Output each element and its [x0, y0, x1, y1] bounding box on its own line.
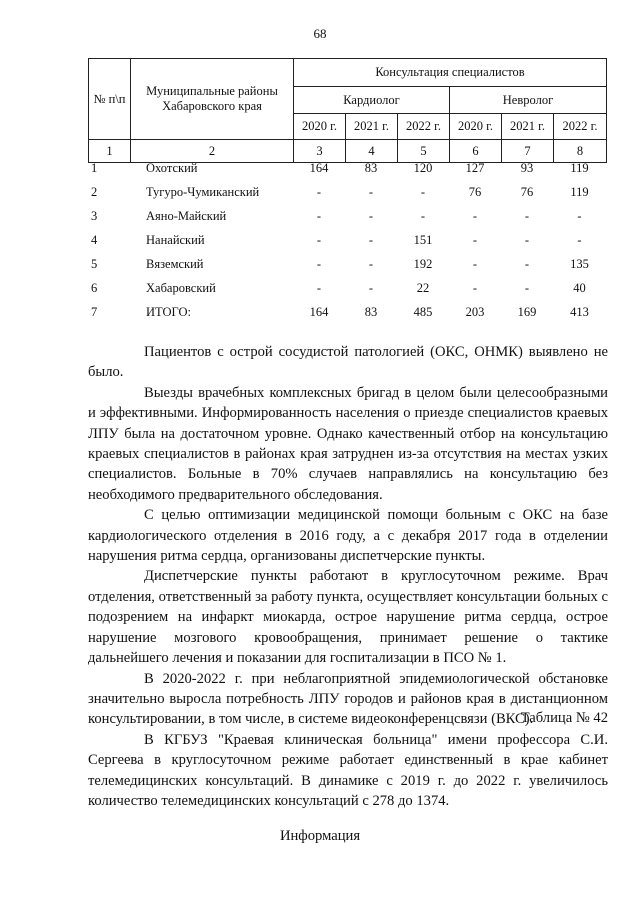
- row-number: 5: [91, 256, 98, 271]
- cell-value: 485: [413, 304, 433, 319]
- cell-value: -: [472, 208, 478, 223]
- header-year: 2022 г.: [554, 114, 607, 140]
- cell-value: -: [420, 208, 426, 223]
- header-neurologist: Невролог: [450, 87, 607, 114]
- column-number: 2: [131, 140, 294, 163]
- cell-value: 120: [413, 160, 433, 175]
- cell-value: -: [368, 184, 374, 199]
- row-number: 6: [91, 280, 98, 295]
- table-row: [88, 276, 606, 300]
- column-number: 6: [450, 140, 502, 163]
- cell-value: -: [472, 280, 478, 295]
- cell-value: 40: [573, 280, 586, 295]
- cell-value: 83: [364, 160, 378, 175]
- cell-value: 192: [413, 256, 433, 271]
- cell-value: -: [524, 280, 530, 295]
- district-name: Хабаровский: [146, 280, 216, 295]
- cell-value: -: [316, 280, 322, 295]
- consultations-table-header: [88, 58, 607, 163]
- cell-value: 119: [570, 184, 589, 199]
- cell-value: 119: [570, 160, 589, 175]
- column-number: 7: [502, 140, 554, 163]
- cell-value: 169: [517, 304, 537, 319]
- cell-value: -: [577, 232, 582, 247]
- district-name: Охотский: [146, 160, 198, 175]
- table-caption: Таблица № 42: [520, 710, 608, 726]
- header-cardiologist: Кардиолог: [294, 87, 450, 114]
- cell-value: -: [316, 256, 322, 271]
- cell-value: 127: [465, 160, 485, 175]
- cell-value: 93: [520, 160, 534, 175]
- body-text: [88, 342, 608, 811]
- row-number: 4: [91, 232, 98, 247]
- header-district: Муниципальные районы Хабаровского края: [131, 59, 294, 140]
- row-number: 7: [91, 304, 98, 319]
- cell-value: -: [524, 208, 530, 223]
- cell-value: 76: [520, 184, 534, 199]
- row-number: 2: [91, 184, 98, 199]
- column-number: 5: [398, 140, 450, 163]
- header-year: 2020 г.: [450, 114, 502, 140]
- header-year: 2022 г.: [398, 114, 450, 140]
- cell-value: -: [472, 256, 478, 271]
- cell-value: 164: [309, 160, 329, 175]
- cell-value: -: [524, 256, 530, 271]
- header-year: 2021 г.: [346, 114, 398, 140]
- cell-value: 413: [570, 304, 589, 319]
- table-row: [88, 252, 606, 276]
- column-number: 8: [554, 140, 607, 163]
- consultations-table-body: [88, 156, 606, 324]
- header-consult: Консультация специалистов: [294, 59, 607, 87]
- district-name: Вяземский: [146, 256, 204, 271]
- cell-value: 76: [468, 184, 482, 199]
- table-row-total: [88, 300, 606, 324]
- column-number: 4: [346, 140, 398, 163]
- section-title: Информация: [279, 828, 361, 844]
- paragraph: В КГБУЗ "Краевая клиническая больница" имени профессора С.И. Сергеева в круглосуточном режиме работает единственный в крае кабинет телемедицинских консультаций. В динамике с 2019 г. до 2022 г. увеличилось количество телемедицинских консультаций с 278 до 1374.: [88, 731, 608, 809]
- cell-value: 83: [364, 304, 378, 319]
- cell-value: 135: [570, 256, 589, 271]
- district-name: Тугуро-Чумиканский: [146, 184, 260, 199]
- district-name: Нанайский: [146, 232, 205, 247]
- page-number: 68: [313, 26, 327, 41]
- paragraph: Выезды врачебных комплексных бригад в целом были целесообразными и эффективными. Информированность населения о приезде специалистов краевых ЛПУ была на достаточном уровне. Однако качественный отбор на консультацию краевых специалистов в районах края затруднен из-за отсутствия на местах узких специалистов. Больные в 70% случаев направлялись на консультацию без необходимого предварительного обследования.: [88, 384, 608, 503]
- header-year: 2020 г.: [294, 114, 346, 140]
- cell-value: -: [368, 280, 374, 295]
- cell-value: -: [316, 184, 322, 199]
- paragraph: Диспетчерские пункты работают в круглосуточном режиме. Врач отделения, ответственный за работу пункта, осуществляет консультации больных с подозрением на инфаркт миокарда, острое нарушение ритма сердца, острое нарушение мозгового кровообращения, принимает решение о тактике дальнейшего лечения и показании для госпитализации в ПСО № 1.: [88, 568, 608, 667]
- header-year: 2021 г.: [502, 114, 554, 140]
- cell-value: -: [368, 256, 374, 271]
- paragraph: Пациентов с острой сосудистой патологией (ОКС, ОНМК) выявлено не было.: [88, 344, 608, 381]
- row-number: 1: [91, 160, 98, 175]
- cell-value: -: [577, 208, 582, 223]
- cell-value: -: [524, 232, 530, 247]
- cell-value: -: [472, 232, 478, 247]
- table-row: [88, 204, 606, 228]
- cell-value: -: [420, 184, 426, 199]
- table-row: [88, 156, 606, 180]
- column-number: 1: [89, 140, 131, 163]
- cell-value: -: [368, 232, 374, 247]
- cell-value: -: [368, 208, 374, 223]
- district-name: Аяно-Майский: [146, 208, 227, 223]
- cell-value: 22: [416, 280, 430, 295]
- row-number: 3: [91, 208, 98, 223]
- table-row: [88, 228, 606, 252]
- cell-value: 151: [413, 232, 433, 247]
- district-name: ИТОГО:: [146, 304, 191, 319]
- header-num: № п\п: [89, 59, 131, 140]
- cell-value: 203: [465, 304, 485, 319]
- table-row: [88, 180, 606, 204]
- paragraph: В 2020-2022 г. при неблагоприятной эпидемиологической обстановке значительно выросла потребность ЛПУ городов и районов края в дистанционном консультировании, в том числе, в системе видеоконференцсвязи (ВКС).: [88, 670, 608, 728]
- paragraph: С целью оптимизации медицинской помощи больным с ОКС на базе кардиологического отделения в 2016 году, а с декабря 2017 года в отделении нарушения ритма сердца, организованы диспетчерские пункты.: [88, 507, 608, 565]
- cell-value: -: [316, 208, 322, 223]
- column-number: 3: [294, 140, 346, 163]
- cell-value: 164: [309, 304, 329, 319]
- cell-value: -: [316, 232, 322, 247]
